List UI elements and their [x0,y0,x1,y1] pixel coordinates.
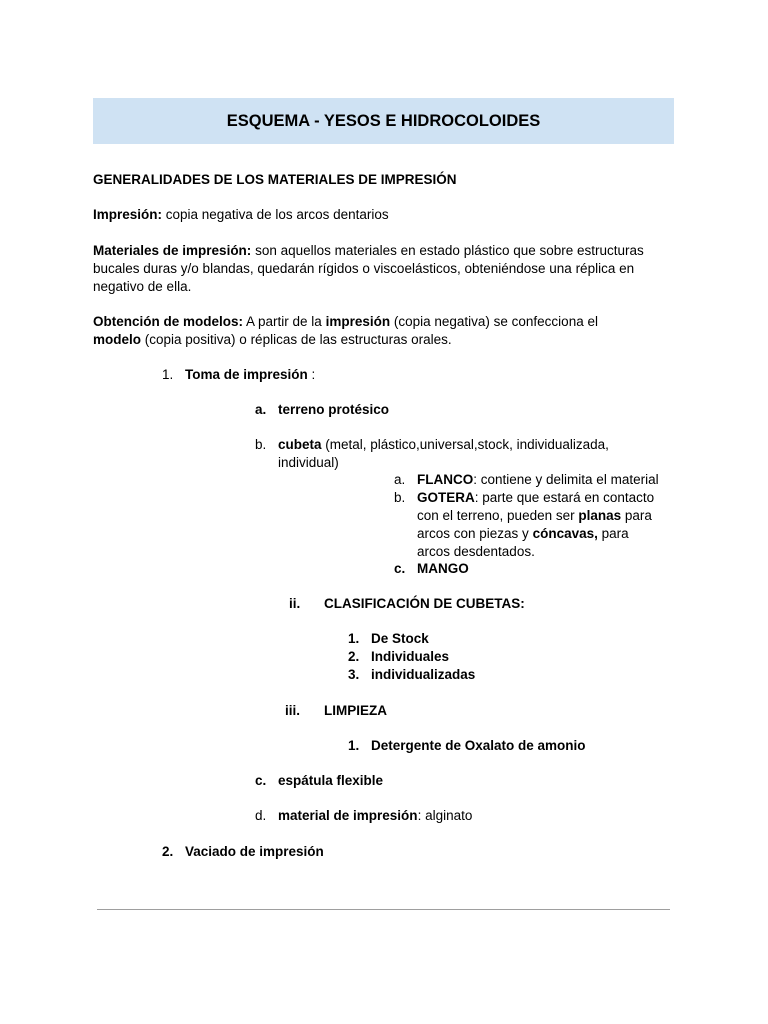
list-item-mango: MANGO [417,561,469,576]
paragraph-impresion [93,206,389,224]
list-item-flanco [417,471,659,489]
cubeta-text-1: (metal, plástico,universal,stock, individualizada, [321,437,609,452]
list-item-terreno: terreno protésico [278,402,390,417]
materiales-label: Materiales de impresión: [93,243,252,258]
modelos-label: Obtención de modelos: [93,314,244,329]
list-item-espatula: espátula flexible [278,773,384,788]
paragraph-materiales-line1 [93,242,644,260]
page-divider [97,909,670,910]
gotera-bold-concavas: cóncavas, [532,526,598,541]
gotera-line-2 [417,507,652,525]
list-item-clasificacion: CLASIFICACIÓN DE CUBETAS: [324,596,525,611]
list-item-individuales: Individuales [371,649,450,664]
material-label: material de impresión [278,808,418,823]
gotera-text-2a: con el terreno, pueden ser [417,508,579,523]
list-item-limpieza: LIMPIEZA [324,703,387,718]
impresion-label: Impresión: [93,207,163,222]
gotera-bold-planas: planas [578,508,622,523]
modelos-text-c: (copia positiva) o réplicas de las estructuras orales. [141,332,452,347]
materiales-text-1: son aquellos materiales en estado plástico que sobre estructuras [251,243,644,258]
gotera-label: GOTERA [417,490,475,505]
list-marker-1a: a. [255,402,267,417]
gotera-text-2c: para [621,508,652,523]
cubeta-label: cubeta [278,437,322,452]
document-title: ESQUEMA - YESOS E HIDROCOLOIDES [226,112,541,130]
modelos-text-b: (copia negativa) se confecciona el [390,314,598,329]
list-marker-iii: iii. [285,703,301,718]
list-marker-flanco: a. [394,472,406,487]
list-marker-ii: ii. [289,596,301,611]
paragraph-modelos-line1 [93,313,598,331]
list-item-cubeta [278,436,609,454]
modelos-text-a: A partir de la [243,314,326,329]
list-item-individualizadas: individualizadas [371,667,476,682]
gotera-text-1: : parte que estará en contacto [474,490,655,505]
list-item-gotera [417,489,654,507]
list-marker-cubeta-2: 2. [348,649,360,664]
list-marker-cubeta-3: 3. [348,667,360,682]
section-heading: GENERALIDADES DE LOS MATERIALES DE IMPRESIÓN [93,172,457,187]
list-marker-limpieza-1: 1. [348,738,360,753]
toma-label: Toma de impresión [185,367,308,382]
list-item-toma [185,366,315,384]
gotera-text-3a: arcos con piezas y [417,526,533,541]
material-text: : alginato [417,808,473,823]
list-marker-1: 1. [162,367,174,382]
materiales-text-3: negativo de ella. [93,279,192,294]
paragraph-modelos-line2 [93,331,452,349]
gotera-text-3c: para [597,526,629,541]
flanco-text: : contiene y delimita el material [473,472,659,487]
list-marker-mango: c. [394,561,406,576]
impresion-text: copia negativa de los arcos dentarios [162,207,389,222]
title-banner [93,98,674,144]
list-marker-gotera: b. [394,490,406,505]
list-item-vaciado: Vaciado de impresión [185,844,324,859]
list-marker-1b: b. [255,437,267,452]
list-marker-2: 2. [162,844,174,859]
list-item-de-stock: De Stock [371,631,429,646]
list-marker-1d: d. [255,808,267,823]
materiales-text-2: bucales duras y/o blandas, quedarán rígidos o viscoelásticos, obteniéndose una réplica en [93,261,635,276]
modelos-bold-modelo: modelo [93,332,142,347]
modelos-bold-impresion: impresión [325,314,391,329]
list-item-material [278,807,472,825]
gotera-line-3 [417,525,629,543]
list-marker-cubeta-1: 1. [348,631,360,646]
flanco-label: FLANCO [417,472,474,487]
toma-suffix: : [307,367,316,382]
list-marker-1c: c. [255,773,267,788]
list-item-detergente: Detergente de Oxalato de amonio [371,738,586,753]
gotera-text-4: arcos desdentados. [417,544,535,559]
cubeta-text-2: individual) [278,455,339,470]
